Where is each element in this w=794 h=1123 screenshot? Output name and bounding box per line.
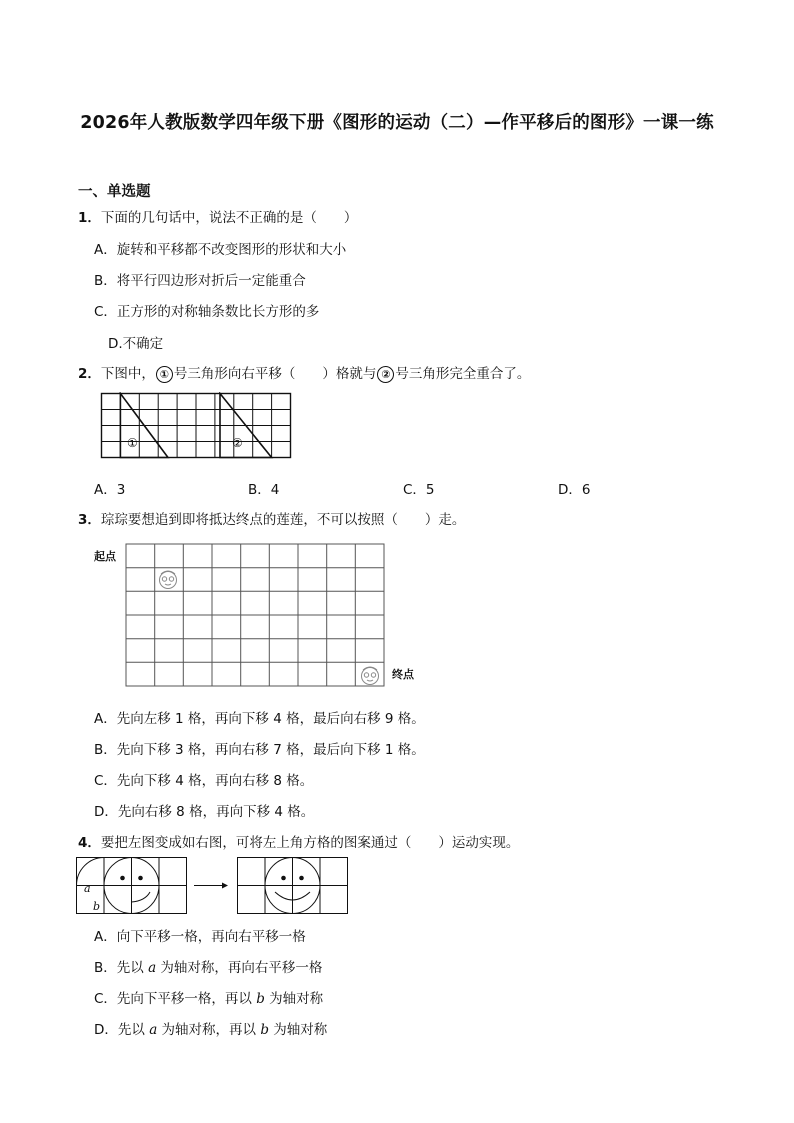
q3-option-a[interactable]: A．先向左移 1 格，再向下移 4 格，最后向右移 9 格。	[94, 711, 425, 727]
q2-option-c[interactable]: C．5	[403, 482, 435, 498]
axis-b-label: b	[93, 900, 101, 913]
triangle-one-label: ①	[127, 436, 138, 450]
q1-option-d[interactable]: D.不确定	[108, 336, 164, 352]
question-1	[78, 206, 357, 226]
option-text: C．先向下平移一格，再以	[94, 991, 257, 1007]
option-variable: a	[148, 960, 157, 976]
option-text: D．先以	[94, 1022, 150, 1038]
q3-option-d[interactable]: D．先向右移 8 格，再向下移 4 格。	[94, 804, 315, 820]
question-stem-part: 下图中，	[100, 366, 155, 382]
runner-mascot-icon	[362, 667, 379, 685]
option-variable: b	[256, 991, 265, 1007]
q2-triangle-grid-figure	[100, 392, 294, 462]
q1-option-a[interactable]: A．旋转和平移都不改变图形的形状和大小	[94, 242, 347, 258]
q4-option-d[interactable]	[94, 1018, 327, 1038]
section-heading: 一、单选题	[78, 184, 151, 200]
question-number: 4．	[78, 835, 101, 851]
question-stem: 琮琮要想追到即将抵达终点的莲莲，不可以按照（ ）走。	[100, 512, 466, 528]
q3-chase-grid-figure	[92, 540, 428, 690]
question-stem-part: 号三角形向右平移（ ）格就与	[173, 366, 377, 382]
question-number: 1．	[78, 210, 101, 226]
question-3	[78, 508, 465, 528]
triangle-two-label: ②	[232, 436, 243, 450]
question-stem-part: 号三角形完全重合了。	[395, 366, 531, 382]
q2-option-a[interactable]: A．3	[94, 482, 126, 498]
q4-option-b[interactable]	[94, 956, 322, 976]
q2-option-d[interactable]: D．6	[558, 482, 591, 498]
page-title: 2026年人教版数学四年级下册《图形的运动（二）—作平移后的图形》一课一练	[80, 113, 714, 133]
q3-option-c[interactable]: C．先向下移 4 格，再向右移 8 格。	[94, 773, 314, 789]
option-text: 为轴对称，再向右平移一格	[156, 960, 323, 976]
q1-option-b[interactable]: B．将平行四边形对折后一定能重合	[94, 273, 306, 289]
question-number: 2．	[78, 366, 101, 382]
question-4	[78, 831, 519, 851]
q4-option-c[interactable]	[94, 987, 323, 1007]
circled-two-label: ②	[377, 366, 394, 383]
q4-smiley-transform-figure	[72, 855, 354, 917]
question-2	[78, 362, 530, 383]
q3-option-b[interactable]: B．先向下移 3 格，再向右移 7 格，最后向下移 1 格。	[94, 742, 425, 758]
question-number: 3．	[78, 512, 101, 528]
option-text: 为轴对称	[269, 1022, 328, 1038]
option-variable: a	[149, 1022, 158, 1038]
start-point-label: 起点	[94, 550, 116, 563]
option-text: A．向下平移一格，再向右平移一格	[94, 929, 306, 945]
option-text: 为轴对称，再以	[157, 1022, 261, 1038]
q4-option-a[interactable]	[94, 925, 306, 945]
option-text: 为轴对称	[264, 991, 324, 1007]
question-stem: 要把左图变成如右图，可将左上角方格的图案通过（ ）运动实现。	[100, 835, 520, 851]
q2-option-b[interactable]: B．4	[248, 482, 280, 498]
option-text: B．先以	[94, 960, 149, 976]
end-point-label: 终点	[392, 668, 414, 681]
axis-a-label: a	[84, 882, 91, 895]
option-variable: b	[260, 1022, 269, 1038]
circled-one-label: ①	[156, 366, 173, 383]
chaser-mascot-icon	[160, 571, 177, 589]
question-stem: 下面的几句话中，说法不正确的是（ ）	[100, 210, 358, 226]
q1-option-c[interactable]: C．正方形的对称轴条数比长方形的多	[94, 304, 320, 320]
